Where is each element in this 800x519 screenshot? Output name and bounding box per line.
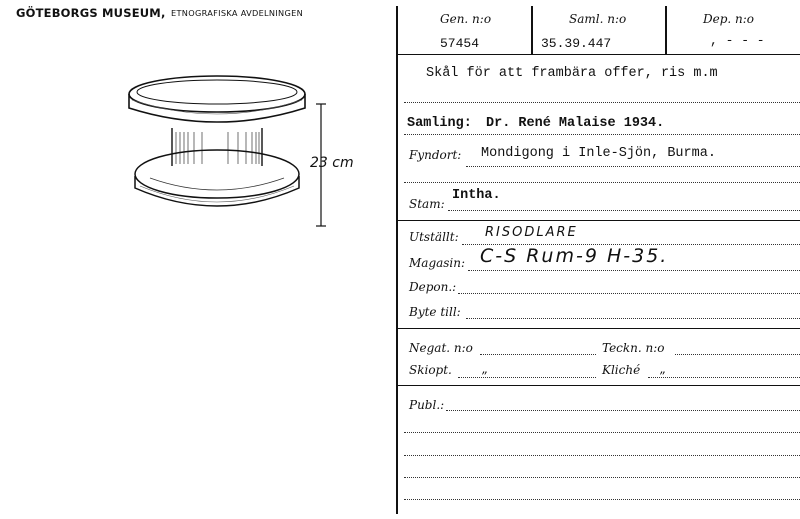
utstallt-value: RISODLARE — [485, 225, 578, 240]
museum-name: GÖTEBORGS MUSEUM, — [16, 6, 166, 20]
description-line — [404, 102, 800, 103]
lower-rule — [396, 328, 800, 329]
skiopt-mark: „ — [482, 362, 489, 376]
utstallt-label: Utställt: — [409, 230, 459, 244]
publ-line-2 — [404, 432, 800, 433]
department-name: ETNOGRAFISKA AVDELNINGEN — [171, 8, 304, 18]
dep-number-label: Dep. n:o — [703, 12, 755, 26]
magasin-value: C-S Rum-9 H-35. — [480, 245, 669, 267]
teckn-line — [675, 354, 800, 355]
gen-number-label: Gen. n:o — [440, 12, 492, 26]
kliche-mark: „ — [660, 362, 667, 376]
fyndort-line-2 — [404, 182, 800, 183]
byte-till-label: Byte till: — [409, 305, 461, 319]
dimension-label: 23 cm — [310, 155, 354, 171]
samling-line — [404, 134, 800, 135]
publ-line-1 — [446, 410, 800, 411]
card-left-border — [396, 6, 398, 514]
negat-label: Negat. n:o — [409, 341, 473, 355]
header-rule — [396, 54, 800, 55]
saml-number-value: 35.39.447 — [541, 36, 612, 51]
samling-value: Dr. René Malaise 1934. — [486, 116, 665, 131]
saml-number-label: Saml. n:o — [569, 12, 627, 26]
depon-line — [458, 293, 800, 294]
stam-label: Stam: — [409, 197, 445, 211]
dep-number-value: , - - - — [710, 33, 765, 48]
fyndort-label: Fyndort: — [409, 148, 462, 162]
stam-value: Intha. — [452, 188, 501, 203]
mid-rule — [396, 220, 800, 221]
publ-rule — [396, 385, 800, 386]
kliche-line — [648, 377, 800, 378]
fyndort-value: Mondigong i Inle-Sjön, Burma. — [481, 146, 716, 161]
publ-line-5 — [404, 499, 800, 500]
negat-line — [480, 354, 596, 355]
magasin-line — [468, 270, 800, 271]
publ-line-3 — [404, 455, 800, 456]
samling-label: Samling: — [407, 116, 472, 131]
magasin-label: Magasin: — [409, 256, 466, 270]
kliche-label: Kliché — [602, 363, 641, 377]
fyndort-line — [466, 166, 800, 167]
publ-label: Publ.: — [409, 398, 445, 412]
skiopt-line — [458, 377, 596, 378]
header-divider-1 — [531, 6, 533, 54]
teckn-label: Teckn. n:o — [602, 341, 665, 355]
publ-line-4 — [404, 477, 800, 478]
gen-number-value: 57454 — [440, 36, 480, 51]
skiopt-label: Skiopt. — [409, 363, 452, 377]
byte-till-line — [466, 318, 800, 319]
object-description: Skål för att frambära offer, ris m.m — [426, 66, 718, 81]
depon-label: Depon.: — [409, 280, 457, 294]
stam-line — [448, 210, 800, 211]
header-divider-2 — [665, 6, 667, 54]
